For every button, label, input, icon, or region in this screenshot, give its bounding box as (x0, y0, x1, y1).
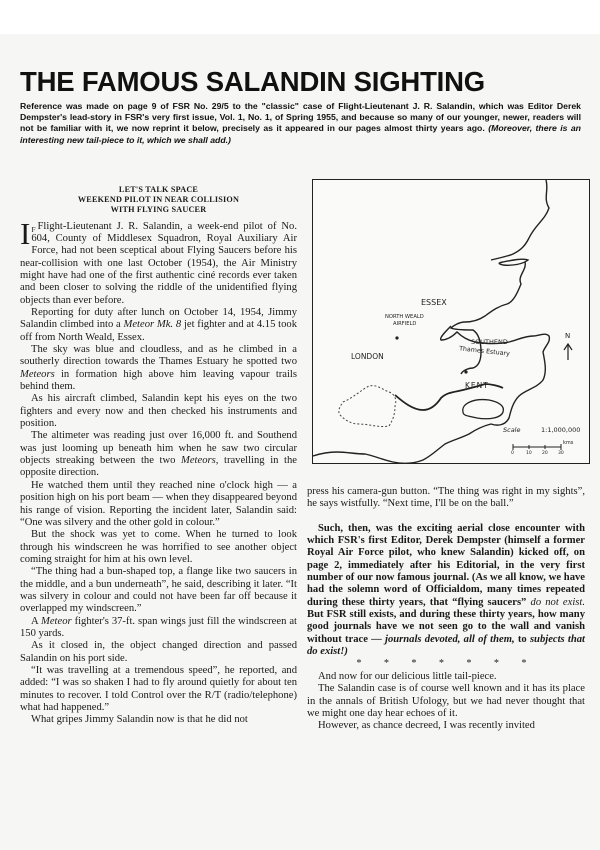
map-label-southend: SOUTHEND (471, 338, 508, 346)
map-label-thames-estuary: Thames Estuary (458, 345, 511, 358)
map-drawing (313, 180, 589, 463)
kent-coast (313, 326, 549, 463)
headline-line: LET'S TALK SPACE (118, 185, 199, 194)
intro-italic-note: (Moreover, there is an interesting new tail-piece to it, which we shall add.) (20, 123, 581, 145)
emphasis-text: journals devoted, all of them, (385, 633, 515, 645)
paragraph-text: Such, then, was the exciting aerial close encounter with which FSR's first Editor, Derek Dempster (himself a former Royal Air Force pilot, who knew Salandin) kicked off, on page 2, immediately after his Editorial, in the very first number of our now famous journal. (As we all know, we have had the solemn word of Officialdom, many times repeated during these thirty years, that “flying saucers” (307, 522, 585, 608)
reprint-column (20, 185, 297, 727)
paragraph: And now for our delicious little tail-piece. (318, 670, 497, 682)
paragraph (20, 344, 297, 393)
editorial-paragraph (307, 523, 585, 659)
map-label-north: N (565, 332, 571, 340)
map-label-essex: ESSEX (421, 298, 447, 307)
paragraph-text: jet fighter and at 4.15 took off from North Weald, Essex. (20, 319, 297, 343)
paragraph-text: But FSR still exists, and during these thirty years, how many good journals have we not seen go to the wall and vanish without trace — (307, 609, 585, 645)
paragraph: The Salandin case is of course well known and it has its place in the annals of British Ufology, but we had never thought that we might one day hear echoes of it. (307, 683, 585, 719)
paragraph (20, 215, 297, 307)
paragraph-text: Reporting for duty after lunch on October 14, 1954, Jimmy Salandin climbed into a (20, 307, 297, 331)
paragraph-text: Flight-Lieutenant J. R. Salandin, a week-end pilot of No. 604, County of Middlesex Squadron, Royal Auxiliary Air Force, had not been sceptical about Flying Saucers before his near-collision with one last October (1954), the Air Ministry might have had one of the first authentic ciné records ever taken and been closer to solving the riddle of the unidentified flying objects than ever before. (20, 220, 297, 306)
paragraph: “The thing had a bun-shaped top, a flange like two saucers in the middle, and a bun underneath”, he said, describing it later. “It was silvery in colour and could not have been far off because it overlapped my windscreen.” (20, 566, 297, 615)
map-scale-ratio: 1:1,000,000 (541, 426, 581, 434)
map-scale-unit: kms (563, 440, 574, 446)
london-boundary (339, 386, 396, 427)
headline-line: WITH FLYING SAUCER (110, 205, 207, 215)
paragraph: What gripes Jimmy Salandin now is that he did not (31, 714, 248, 726)
paragraph: “It was travelling at a tremendous speed”, he reported, and added: “I was so shaken I had to fly around quietly for about ten minutes to recover. I told Control over the R/T (radio/telephone) what had happened.” (20, 664, 297, 714)
intro-text: Reference was made on page 9 of FSR No. 29/5 to the "classic" case of Flight-Lieutenant J. R. Salandin, which was Editor Derek Dempster's lead-story in FSR's very first issue, Vol. 1, No. 1, of Spring 1955, and because so many of our younger, newer, readers will not be familiar with it, we now reprint it below, precisely as it appeared in our pages almost thirty years ago. (20, 101, 581, 134)
southend-marker (464, 370, 467, 373)
paragraph: press his camera-gun button. “The thing was right in my sights”, he says wistfully. “Next time, I'll be on the ball.” (307, 486, 585, 510)
aircraft-name: Meteors, (181, 455, 219, 467)
medway-island (463, 400, 504, 419)
paragraph: As his aircraft climbed, Salandin kept his eyes on the two fighters and every now and then checked his instruments and position. (20, 393, 297, 430)
map-figure (312, 179, 590, 464)
map-label-london: LONDON (351, 352, 384, 361)
map-scale-word: Scale (503, 426, 521, 434)
map-label-airfield: AIRFIELD (393, 321, 417, 327)
aircraft-name: Meteor Mk. 8 (123, 319, 182, 331)
north-weald-marker (395, 336, 398, 339)
headline-line: WEEKEND PILOT IN NEAR COLLISION (77, 195, 240, 205)
emphasis-text: subjects that do exist!) (307, 633, 585, 658)
small-cap: F (31, 224, 36, 234)
map-scale-tick-label: 20 (542, 451, 548, 456)
paragraph-text: The altimeter was reading just over 16,000 ft. and Southend was just looming up beneath him when he saw two circular objects streaking between the two (20, 430, 297, 467)
paragraph: He watched them until they reached nine o'clock high — a position high on his port beam — when they disappeared beyond his range of vision. Reporting the incident later, Salandin said: “One was silvery and the other gold in colour.” (20, 479, 297, 528)
article-intro (20, 101, 581, 146)
paragraph: However, as chance decreed, I was recently invited (318, 720, 535, 732)
emphasis-text: do not exist. (530, 596, 585, 608)
map-scale-tick-label: 30 (558, 451, 564, 456)
paragraph-text: in formation high above him leaving vapour trails behind them. (20, 368, 297, 393)
paragraph-text: travelling in the opposite direction. (20, 455, 297, 479)
map-label-north-weald: NORTH WEALD (385, 314, 424, 320)
aircraft-name: Meteor (41, 615, 72, 627)
reprint-headline (20, 185, 297, 216)
map-scale-tick-label: 10 (526, 451, 532, 456)
paragraph (20, 430, 297, 479)
map-scale-tick-label: 0 (511, 451, 514, 456)
paragraph (20, 307, 297, 344)
paragraph: As it closed in, the object changed direction and passed Salandin on his port side. (20, 640, 297, 664)
commentary-column (307, 486, 585, 733)
paragraph-text: The sky was blue and cloudless, and as he climbed in a southerly direction towards the Thames Estuary he spotted two (20, 344, 297, 368)
article-title: THE FAMOUS SALANDIN SIGHTING (20, 66, 485, 98)
paragraph-text: to (514, 633, 530, 645)
map-label-kent: KENT (465, 381, 489, 390)
drop-cap: I (20, 215, 31, 251)
aircraft-name: Meteors (20, 368, 55, 380)
paragraph: But the shock was yet to come. When he turned to look through his windscreen he was horrified to see another object coming straight for him at his own level. (20, 529, 297, 565)
paragraph-text: fighter's 37-ft. span wings just fill the windscreen at 150 yards. (20, 615, 297, 639)
paragraph (20, 616, 297, 641)
paragraph-text: A (31, 615, 42, 627)
section-separator: * * * * * * * (356, 658, 536, 670)
